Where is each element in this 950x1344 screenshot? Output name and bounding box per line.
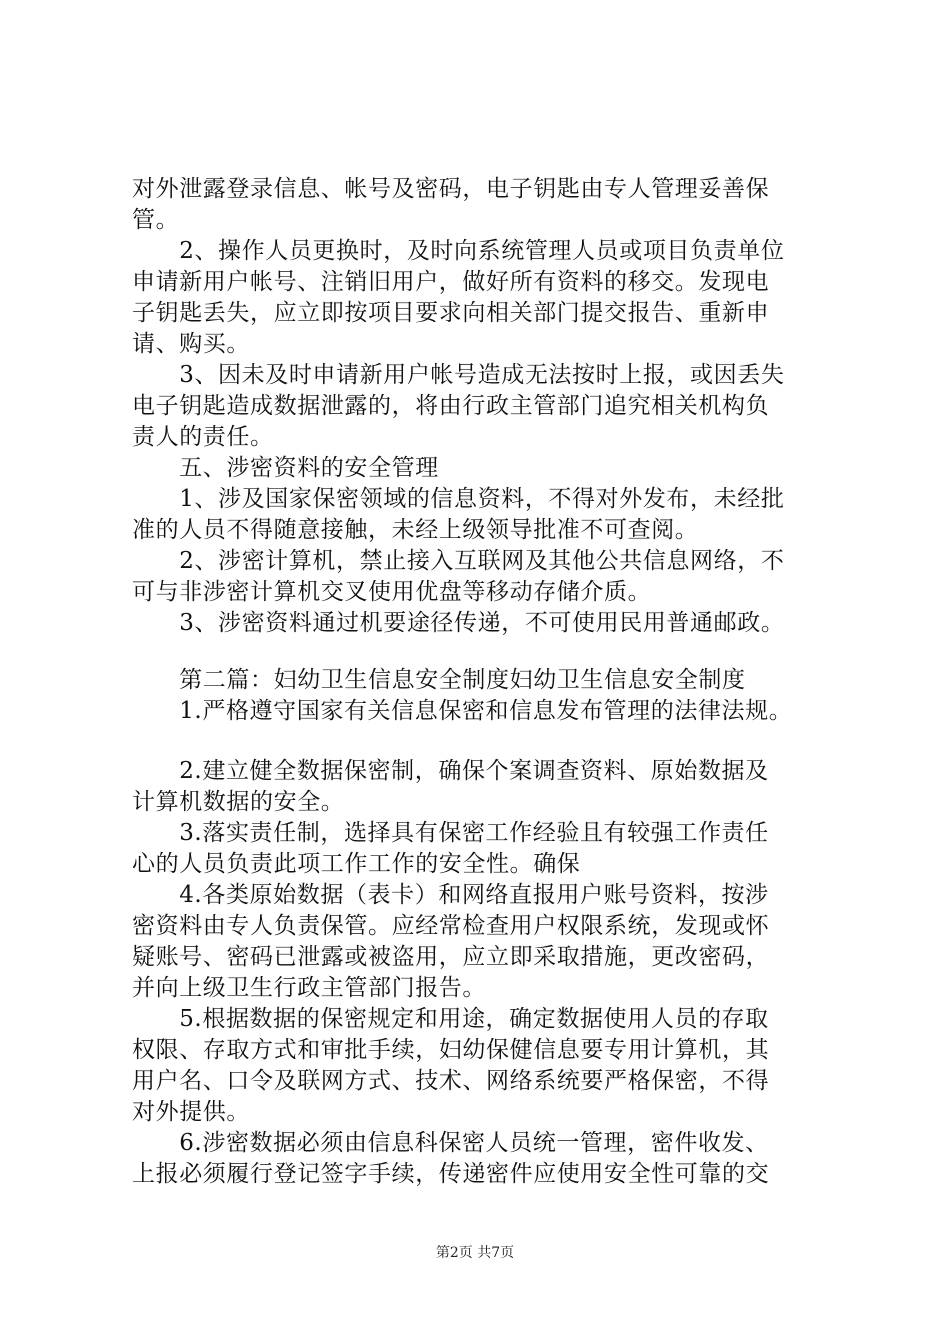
text-line: 电子钥匙造成数据泄露的，将由行政主管部门追究相关机构负 — [132, 393, 770, 419]
text-line: 可与非涉密计算机交叉使用优盘等移动存储介质。 — [132, 579, 652, 605]
text-line: 3、涉密资料通过机要途径传递，不可使用民用普通邮政。 — [132, 610, 785, 636]
text-line: 6.涉密数据必须由信息科保密人员统一管理，密件收发、 — [132, 1130, 769, 1156]
text-line: 计算机数据的安全。 — [132, 789, 345, 815]
text-line: 密资料由专人负责保管。应经常检查用户权限系统，发现或怀 — [132, 913, 770, 939]
page-number-footer: 第2页 共7页 — [435, 1245, 515, 1261]
text-line: 申请新用户帐号、注销旧用户，做好所有资料的移交。发现电 — [132, 269, 770, 295]
text-line: 1、涉及国家保密领域的信息资料，不得对外发布，未经批 — [132, 486, 785, 512]
text-line: 2、操作人员更换时，及时向系统管理人员或项目负责单位 — [132, 238, 785, 264]
text-line: 2、涉密计算机，禁止接入互联网及其他公共信息网络，不 — [132, 548, 785, 574]
text-line: 对外泄露登录信息、帐号及密码，电子钥匙由专人管理妥善保 — [132, 176, 770, 202]
text-line: 心的人员负责此项工作工作的安全性。确保 — [132, 851, 581, 877]
text-line: 1.严格遵守国家有关信息保密和信息发布管理的法律法规。 — [132, 698, 793, 724]
section-heading: 五、涉密资料的安全管理 — [132, 455, 439, 481]
text-line: 5.根据数据的保密规定和用途，确定数据使用人员的存取 — [132, 1006, 769, 1032]
text-line: 2.建立健全数据保密制，确保个案调查资料、原始数据及 — [132, 758, 769, 784]
text-line: 上报必须履行登记签字手续，传递密件应使用安全性可靠的交 — [132, 1161, 770, 1187]
text-line: 请、购买。 — [132, 331, 250, 357]
text-line: 3、因未及时申请新用户帐号造成无法按时上报，或因丢失 — [132, 362, 785, 388]
text-line: 准的人员不得随意接触，未经上级领导批准不可查阅。 — [132, 517, 699, 543]
text-line: 4.各类原始数据（表卡）和网络直报用户账号资料，按涉 — [132, 882, 769, 908]
text-line: 对外提供。 — [132, 1099, 250, 1125]
chapter-heading: 第二篇：妇幼卫生信息安全制度妇幼卫生信息安全制度 — [132, 667, 746, 693]
text-line: 疑账号、密码已泄露或被盗用，应立即采取措施，更改密码， — [132, 944, 770, 970]
text-line: 3.落实责任制，选择具有保密工作经验且有较强工作责任 — [132, 820, 769, 846]
text-line: 权限、存取方式和审批手续，妇幼保健信息要专用计算机，其 — [132, 1037, 770, 1063]
text-line: 管。 — [132, 207, 180, 233]
text-line: 子钥匙丢失，应立即按项目要求向相关部门提交报告、重新申 — [132, 300, 770, 326]
text-line: 并向上级卫生行政主管部门报告。 — [132, 975, 486, 1001]
text-line: 责人的责任。 — [132, 424, 274, 450]
text-line: 用户名、口令及联网方式、技术、网络系统要严格保密，不得 — [132, 1068, 770, 1094]
